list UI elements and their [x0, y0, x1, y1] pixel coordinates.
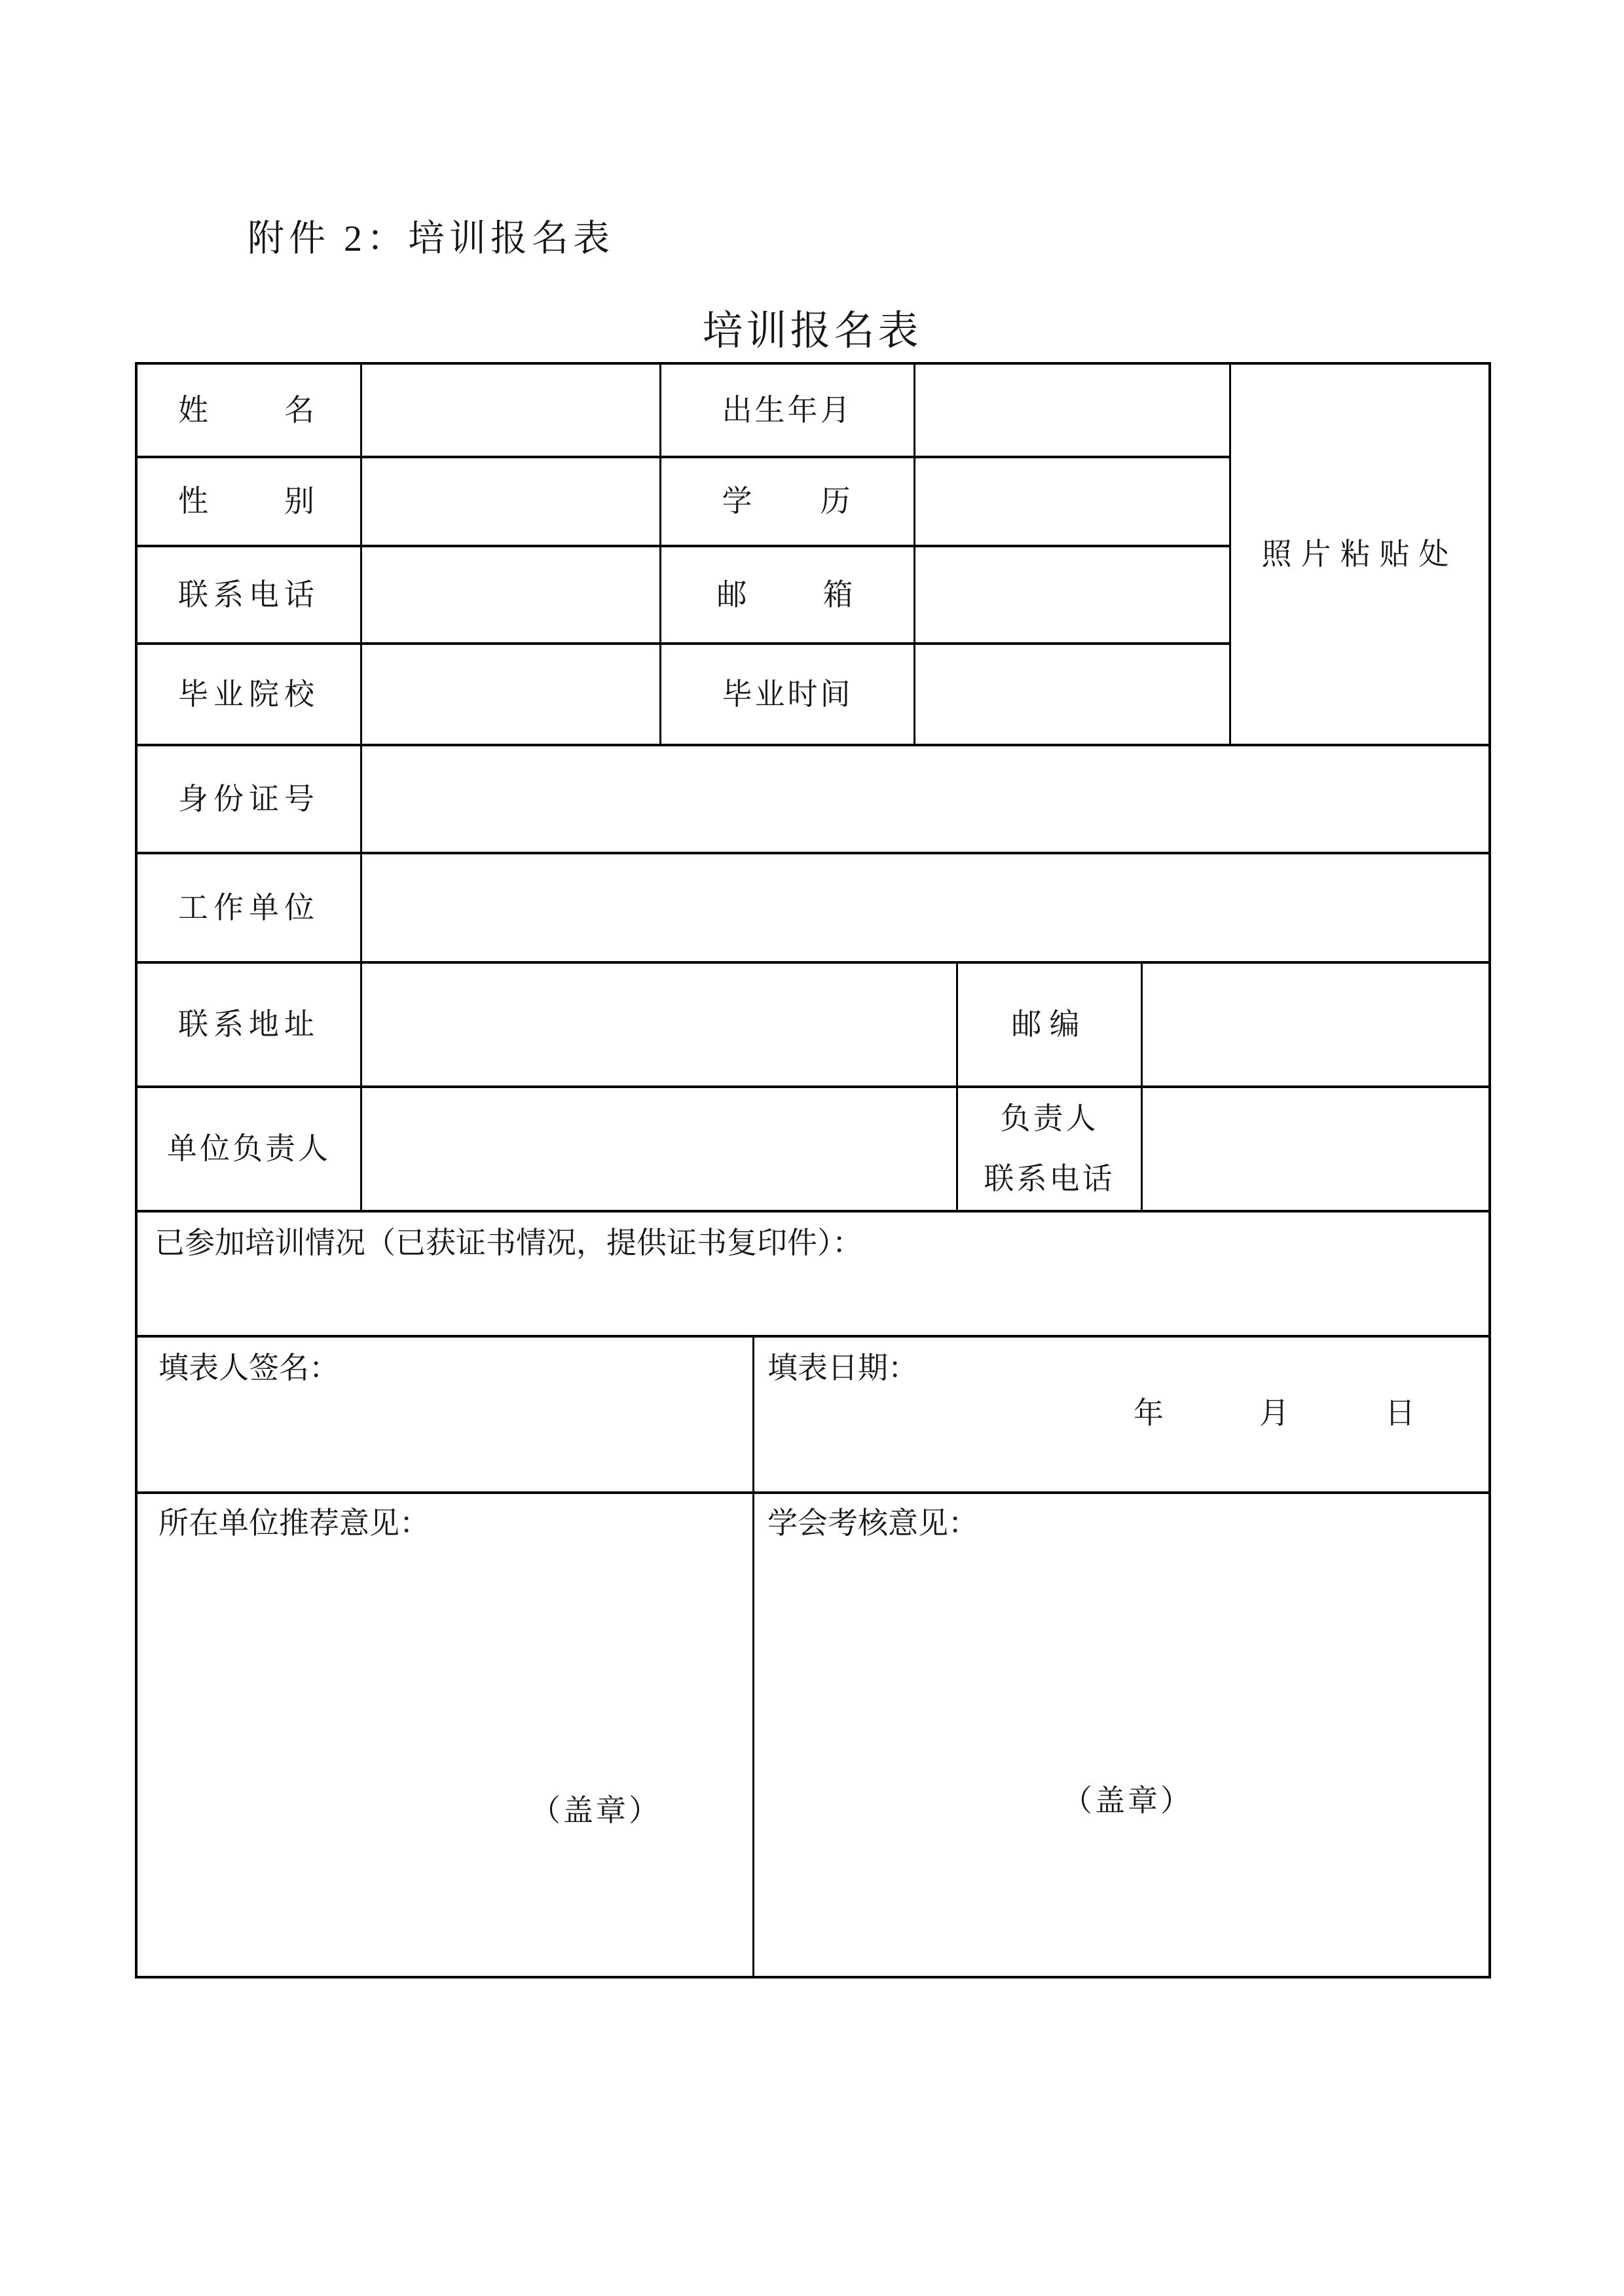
society-opinion-cell[interactable]	[754, 1494, 1488, 1976]
phone-label: 联系电话	[138, 547, 362, 645]
signature-date-section	[138, 1338, 1488, 1494]
training-history-cell[interactable]	[138, 1212, 1488, 1338]
page-title: 培训报名表	[702, 309, 922, 354]
training-history-section	[138, 1212, 1488, 1338]
gender-input-cell[interactable]	[362, 458, 661, 547]
address-input-cell[interactable]	[362, 964, 958, 1088]
birth-date-input-cell[interactable]	[915, 365, 1231, 458]
name-label: 姓 名	[138, 365, 362, 458]
id-number-label: 身份证号	[138, 746, 362, 854]
date-label: 填表日期：	[767, 1351, 918, 1385]
head-phone-label-line1: 负责人	[1000, 1102, 1099, 1135]
education-label: 学 历	[661, 458, 915, 547]
attachment-label: 附件 2：培训报名表	[248, 219, 614, 259]
work-unit-label: 工作单位	[138, 854, 362, 964]
postcode-label: 邮编	[958, 964, 1143, 1088]
address-head-section	[138, 964, 1488, 1212]
grad-time-label: 毕业时间	[661, 645, 915, 746]
head-phone-label	[958, 1088, 1143, 1212]
address-label: 联系地址	[138, 964, 362, 1088]
unit-head-input-cell[interactable]	[362, 1088, 958, 1212]
date-placeholder: 年 月 日	[1134, 1396, 1416, 1430]
unit-opinion-label: 所在单位推荐意见：	[158, 1506, 430, 1540]
school-label: 毕业院校	[138, 645, 362, 746]
id-work-section	[138, 746, 1488, 964]
gender-label: 性 别	[138, 458, 362, 547]
education-input-cell[interactable]	[915, 458, 1231, 547]
email-label: 邮 箱	[661, 547, 915, 645]
grad-time-input-cell[interactable]	[915, 645, 1231, 746]
registration-form-table	[135, 362, 1491, 1978]
work-unit-input-cell[interactable]	[362, 854, 1488, 964]
email-input-cell[interactable]	[915, 547, 1231, 645]
signature-label: 填表人签名：	[158, 1351, 339, 1385]
society-opinion-label: 学会考核意见：	[767, 1506, 978, 1540]
unit-head-label: 单位负责人	[138, 1088, 362, 1212]
id-number-input-cell[interactable]	[362, 746, 1488, 854]
head-phone-input-cell[interactable]	[1143, 1088, 1488, 1212]
school-input-cell[interactable]	[362, 645, 661, 746]
society-seal-placeholder: （盖章）	[1062, 1784, 1193, 1817]
phone-input-cell[interactable]	[362, 547, 661, 645]
unit-seal-placeholder: （盖章）	[530, 1794, 661, 1827]
training-history-label: 已参加培训情况（已获证书情况，提供证书复印件）：	[155, 1226, 862, 1260]
date-cell[interactable]	[754, 1338, 1488, 1494]
birth-date-label: 出生年月	[661, 365, 915, 458]
postcode-input-cell[interactable]	[1143, 964, 1488, 1088]
opinions-section	[138, 1494, 1488, 1976]
personal-info-section	[138, 365, 1488, 746]
photo-paste-area: 照片粘贴处	[1231, 365, 1488, 746]
head-phone-label-line2: 联系电话	[984, 1162, 1115, 1195]
signature-cell[interactable]	[138, 1338, 754, 1494]
name-input-cell[interactable]	[362, 365, 661, 458]
unit-opinion-cell[interactable]	[138, 1494, 754, 1976]
